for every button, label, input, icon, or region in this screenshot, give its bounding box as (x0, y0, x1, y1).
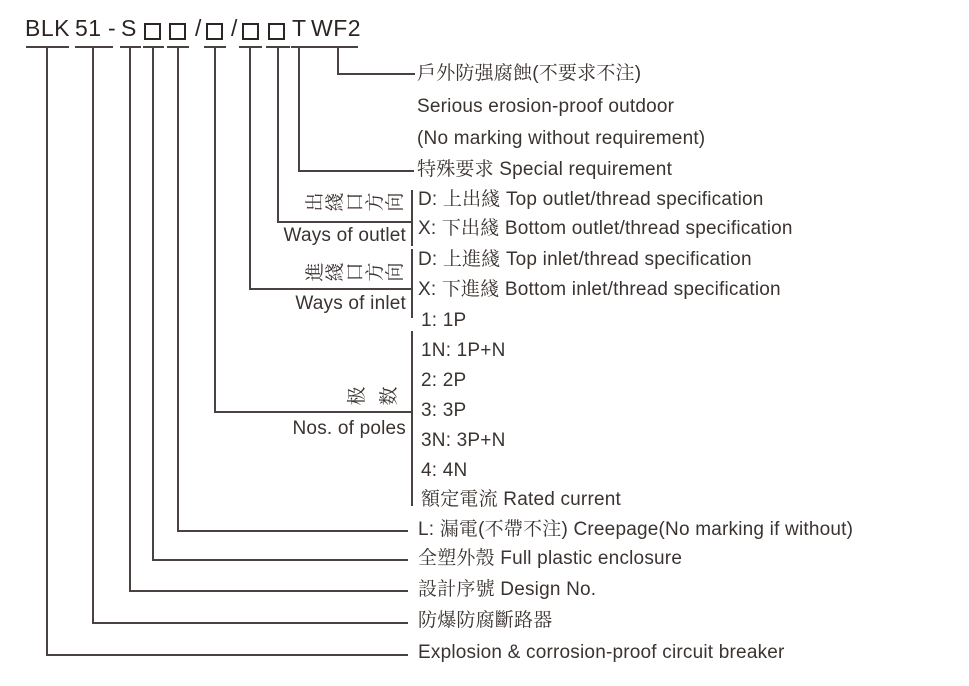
section-label-inlet-cn: 進綫口方向 (305, 262, 406, 282)
legend-row-design-no: 設計序號 Design No. (418, 579, 597, 600)
connector-outdoor (337, 73, 415, 75)
connector-breaker-en (46, 654, 408, 656)
legend-row-enclosure: 全塑外殼 Full plastic enclosure (418, 548, 683, 569)
code-placeholder-box (206, 23, 223, 40)
legend-row-poles-1n: 1N: 1P+N (421, 340, 506, 361)
underline (309, 46, 358, 48)
stem-line-special (298, 46, 300, 172)
code-enclosure: S (121, 15, 137, 41)
section-label-poles-cn: 极 数 (347, 386, 400, 406)
code-special: T (292, 15, 307, 41)
stem-line-brand (46, 46, 48, 656)
connector-special (298, 170, 414, 172)
code-brand: BLK (25, 15, 70, 41)
legend-row-creepage: L: 漏電(不帶不注) Creepage(No marking if without) (418, 519, 854, 540)
group-bar-poles (411, 331, 413, 506)
connector-creepage (177, 530, 408, 532)
code-placeholder-box (169, 23, 186, 40)
code-placeholder-box (268, 23, 285, 40)
legend-row-poles-3n: 3N: 3P+N (421, 430, 506, 451)
legend-row-special: 特殊要求 Special requirement (417, 159, 673, 180)
code-slash: / (195, 15, 202, 41)
stem-line-poles (214, 46, 216, 413)
legend-row-rated-current: 額定電流 Rated current (421, 489, 621, 510)
underline (75, 46, 113, 48)
code-placeholder-box (242, 23, 259, 40)
legend-row-poles-4: 4: 4N (421, 460, 468, 481)
group-bar-inlet (411, 249, 413, 318)
stem-line-design (92, 46, 94, 624)
legend-row-outlet-top: D: 上出綫 Top outlet/thread specification (418, 189, 764, 210)
group-bar-outlet (411, 190, 413, 246)
section-label-outlet-cn: 出綫口方向 (305, 192, 406, 212)
connector-design (129, 590, 408, 592)
stem-line-creepage (152, 46, 154, 561)
code-dash: - (108, 15, 117, 41)
stem-line-outlet (277, 46, 279, 223)
legend-row-outdoor-en: Serious erosion-proof outdoor (417, 96, 675, 117)
stem-line-inlet (249, 46, 251, 290)
legend-row-breaker-en: Explosion & corrosion-proof circuit breaker (418, 642, 785, 663)
code-outdoor: WF2 (311, 15, 362, 41)
stem-line-enclosure (129, 46, 131, 592)
code-placeholder-box (144, 23, 161, 40)
legend-row-breaker-cn: 防爆防腐斷路器 (418, 610, 553, 631)
legend-row-poles-1: 1: 1P (421, 310, 467, 331)
code-slash: / (231, 15, 238, 41)
stem-line-current (177, 46, 179, 532)
underline (291, 46, 309, 48)
legend-row-inlet-bottom: X: 下進綫 Bottom inlet/thread specification (418, 279, 781, 300)
connector-breaker-cn (92, 622, 408, 624)
connector-outlet (277, 221, 413, 223)
connector-enclosure (152, 559, 408, 561)
section-label-poles-en: Nos. of poles (292, 418, 406, 439)
stem-line-outdoor (337, 46, 339, 75)
legend-row-outdoor-cn: 戶外防强腐蝕(不要求不注) (417, 63, 642, 84)
connector-inlet (249, 288, 413, 290)
legend-row-outlet-bottom: X: 下出綫 Bottom outlet/thread specification (418, 218, 793, 239)
code-design-no: 51 (75, 15, 102, 41)
connector-poles (214, 411, 413, 413)
legend-row-outdoor-note: (No marking without requirement) (417, 128, 706, 149)
legend-row-poles-2: 2: 2P (421, 370, 467, 391)
legend-row-poles-3: 3: 3P (421, 400, 467, 421)
section-label-outlet-en: Ways of outlet (283, 225, 406, 246)
legend-row-inlet-top: D: 上進綫 Top inlet/thread specification (418, 249, 752, 270)
section-label-inlet-en: Ways of inlet (295, 293, 406, 314)
